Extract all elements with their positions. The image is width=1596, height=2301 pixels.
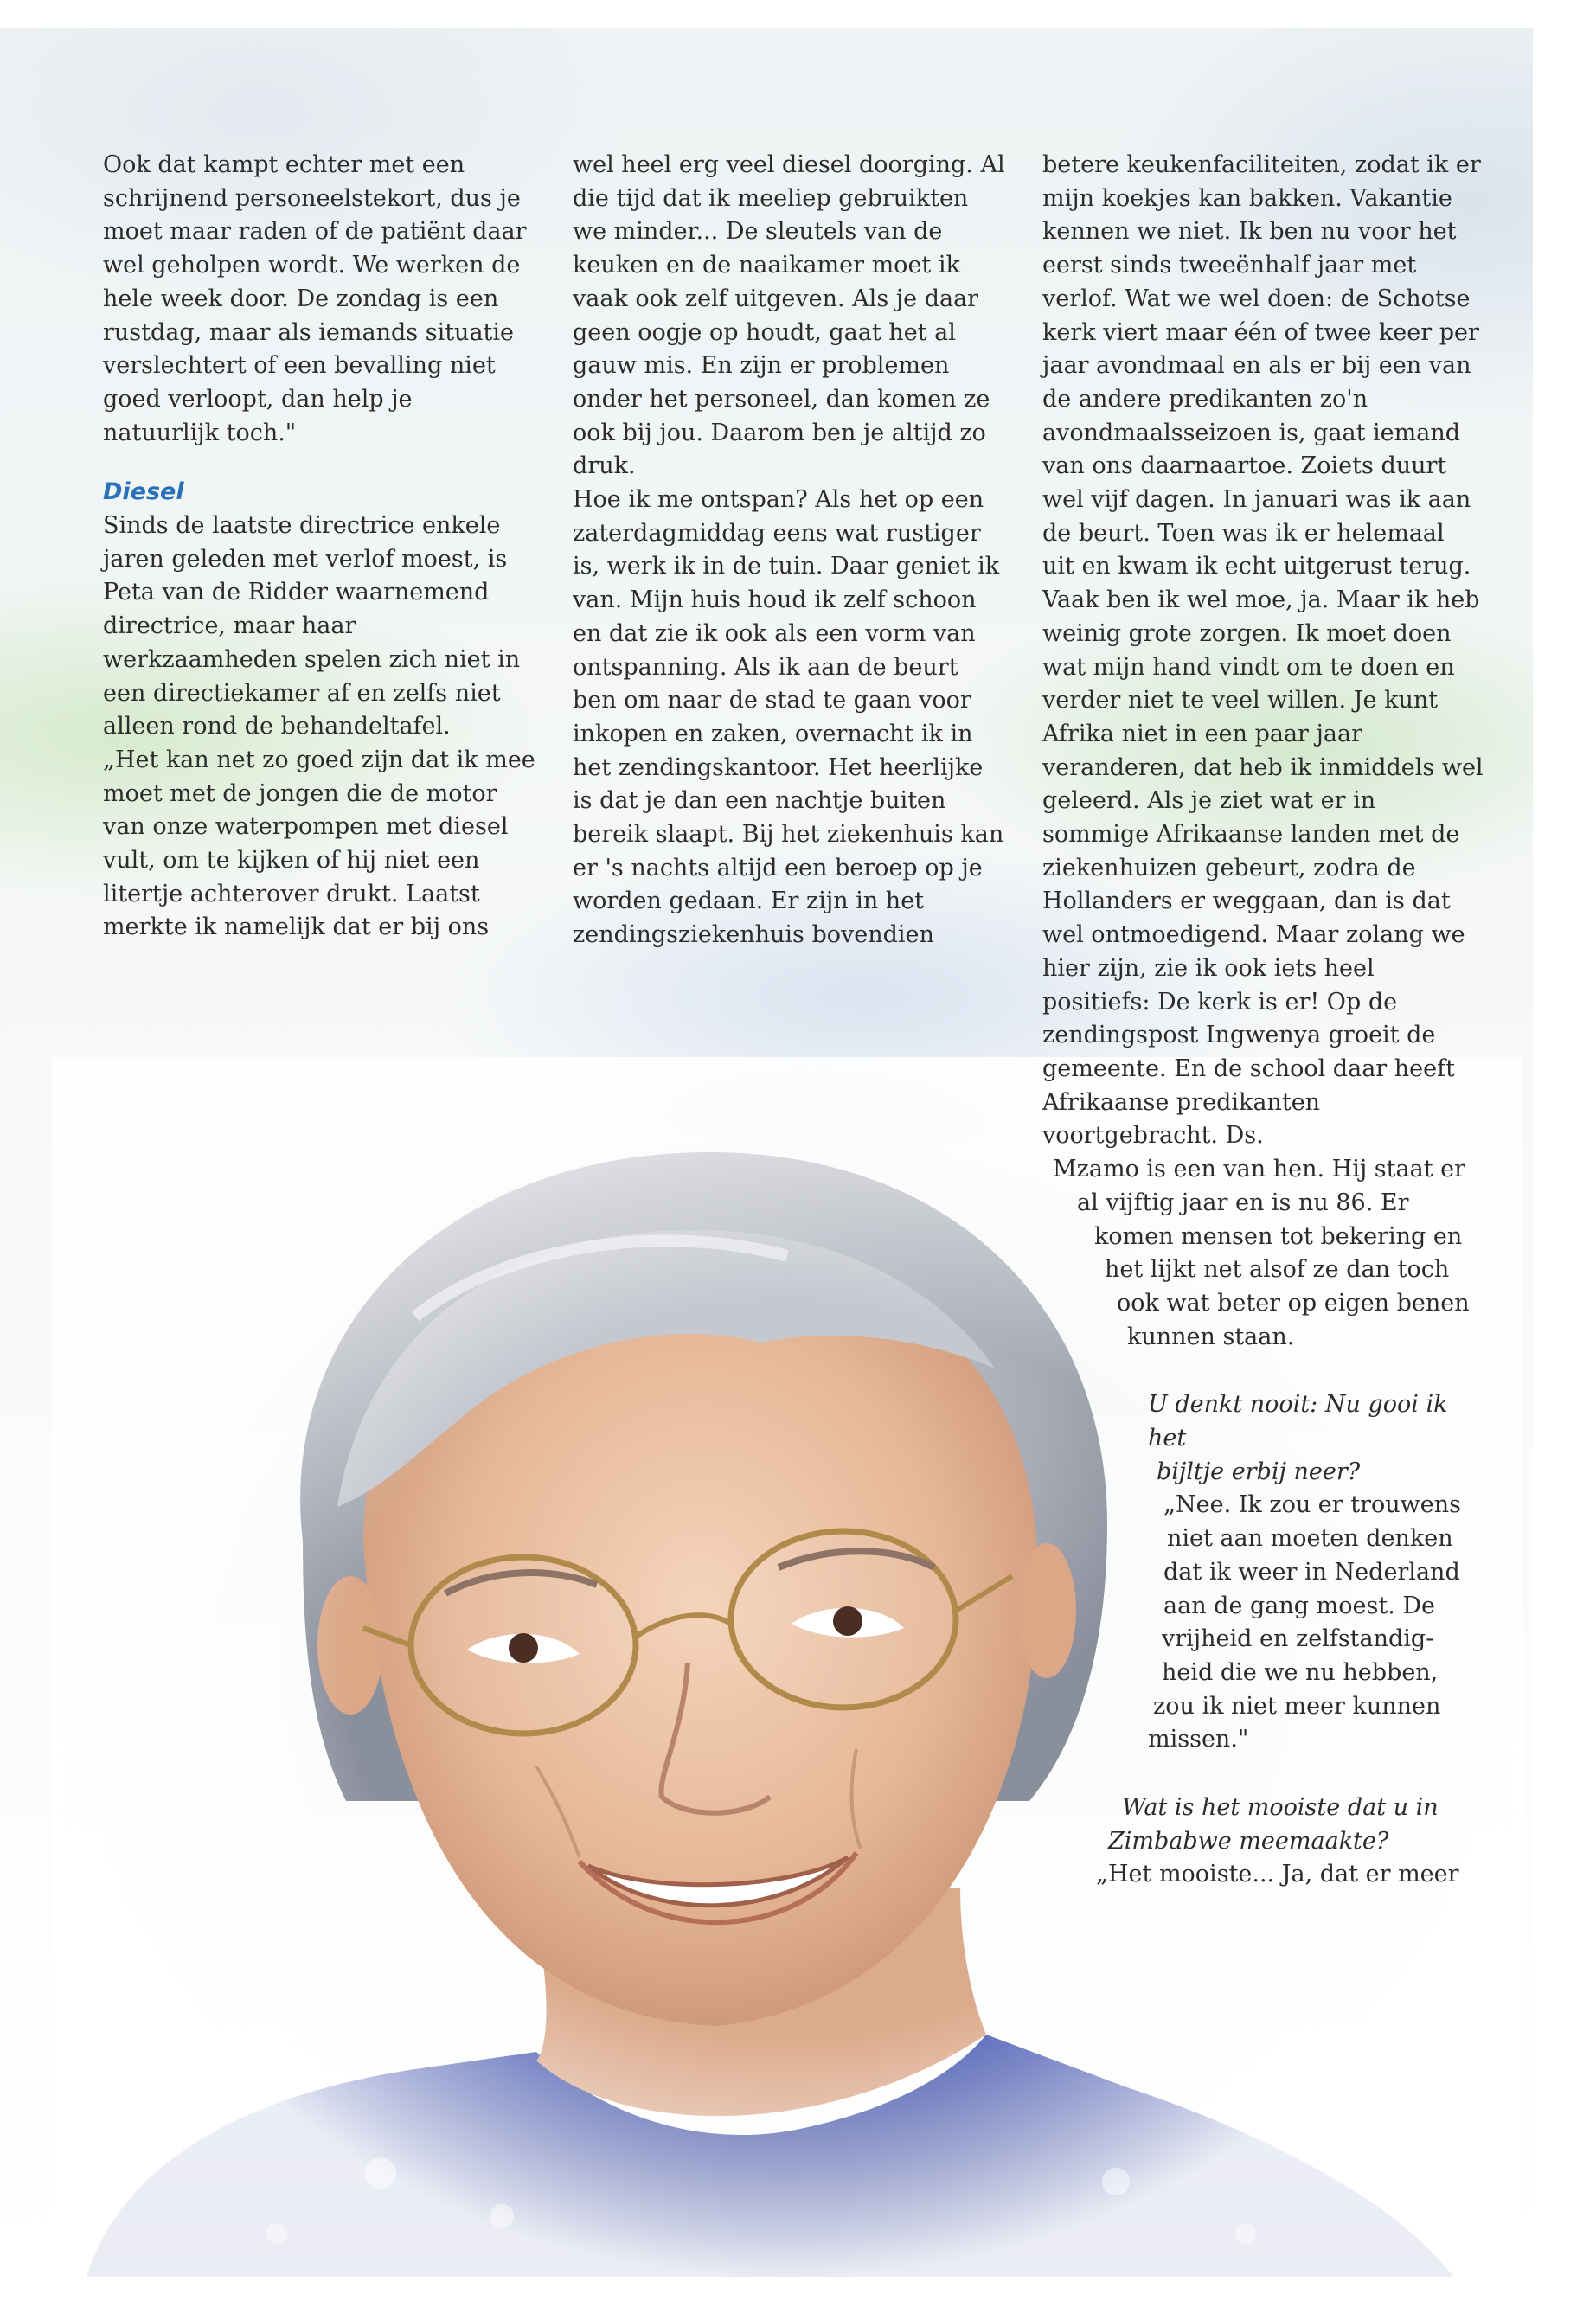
interview-answer — [1042, 1489, 1484, 1757]
question-line: bijltje erbij neer? — [1157, 1458, 1361, 1485]
paragraph: Ook dat kampt echter met een schrijnend personeelstekort, dus je moet maar raden of de patiënt daar wel geholpen wordt. We werken de hele week door. De zondag is een rustdag, maar als iemands situatie verslechtert of een bevalling niet goed verloopt, dan help je natuurlijk toch." — [103, 151, 527, 446]
paragraph: Hoe ik me ontspan? Als het op een zaterdagmiddag eens wat rustiger is, werk ik in de tuin. Daar geniet ik van. Mijn huis houd ik zelf schoon en dat zie ik ook als een vorm van ontspanning. Als ik aan de beurt ben om naar de stad te gaan voor inkopen en zaken, overnacht ik in het zendingskantoor. Het heerlijke is dat je dan een nachtje buiten bereik slaapt. Bij het ziekenhuis kan er 's nachts altijd een beroep op je worden gedaan. Er zijn in het zendingsziekenhuis bovendien — [573, 486, 1004, 949]
question-line: Wat is het mooiste dat u in — [1122, 1794, 1439, 1822]
text-column-2 — [573, 149, 1005, 952]
wrapped-text-block — [1042, 1153, 1484, 1354]
paragraph: „Het kan net zo goed zijn dat ik mee moet met de jongen die de motor van onze waterpompen met diesel vult, om te kijken of hij niet een litertje achterover drukt. Laatst merkte ik namelijk dat er bij ons — [103, 746, 535, 941]
paragraph: Sinds de laatste directrice enkele jaren geleden met verlof moest, is Peta van de Ridder waarnemend directrice, maar haar werkzaamheden spelen zich niet in een directiekamer af en zelfs niet alleen rond de behandeltafel. — [103, 512, 521, 740]
answer-line: niet aan moeten denken — [1167, 1525, 1453, 1553]
answer-line: missen." — [1148, 1726, 1249, 1753]
paragraph: Vaak ben ik wel moe, ja. Maar ik heb weinig grote zorgen. Ik moet doen wat mijn hand vindt om te doen en verder niet te veel willen. Je kunt Afrika niet in een paar jaar veranderen, dat heb ik inmiddels wel geleerd. Als je ziet wat er in sommige Afrikaanse landen met de ziekenhuizen gebeurt, zodra de Hollanders er weggaan, dan is dat wel ontmoedigend. Maar zolang we hier zijn, zie ik ook iets heel positiefs: De kerk is er! Op de zendingspost Ingwenya groeit de gemeente. En de school daar heeft Afrikaanse predikanten voortgebracht. Ds. — [1042, 586, 1484, 1150]
text-column-3 — [1042, 149, 1484, 1892]
text-line: komen mensen tot bekering en — [1094, 1222, 1463, 1250]
text-line: al vijftig jaar en is nu 86. Er — [1077, 1189, 1409, 1216]
answer-line: heid die we nu hebben, — [1162, 1658, 1439, 1686]
answer-line: vrijheid en zelfstandig- — [1162, 1625, 1434, 1653]
answer-line: zou ik niet meer kunnen — [1153, 1692, 1441, 1720]
magazine-page — [0, 28, 1533, 2277]
question-line: U denkt nooit: Nu gooi ik het — [1148, 1391, 1448, 1452]
paragraph: wel heel erg veel diesel doorging. Al die tijd dat ik meeliep gebruikten we minder... De sleutels van de keuken en de naaikamer moet ik vaak ook zelf uitgeven. Als je daar geen oogje op houdt, gaat het al gauw mis. En zijn er problemen onder het personeel, dan komen ze ook bij jou. Daarom ben je altijd zo druk. — [573, 151, 1005, 480]
answer-line: „Het mooiste... Ja, dat er meer — [1096, 1861, 1459, 1888]
interview-question — [1042, 1791, 1484, 1858]
text-line: het lijkt net alsof ze dan toch — [1105, 1256, 1450, 1284]
text-line: Mzamo is een van hen. Hij staat er — [1053, 1156, 1466, 1183]
question-line: Zimbabwe meemaakte? — [1108, 1827, 1389, 1855]
text-column-1 — [103, 149, 535, 945]
text-line: kunnen staan. — [1127, 1323, 1295, 1350]
interview-answer — [1042, 1858, 1484, 1892]
text-line: ook wat beter op eigen benen — [1117, 1289, 1470, 1317]
answer-line: „Nee. Ik zou er trouwens — [1163, 1491, 1461, 1519]
section-heading: Diesel — [103, 478, 184, 506]
answer-line: dat ik weer in Nederland — [1163, 1558, 1460, 1586]
answer-line: aan de gang moest. De — [1163, 1592, 1435, 1619]
paragraph: betere keukenfaciliteiten, zodat ik er mijn koekjes kan bakken. Vakantie kennen we niet. Ik ben nu voor het eerst sinds tweeënhalf jaar met verlof. Wat we wel doen: de Schotse kerk viert maar één of twee keer per jaar avondmaal en als er bij een van de andere predikanten zo'n avondmaalsseizoen is, gaat iemand van ons daarnaartoe. Zoiets duurt wel vijf dagen. In januari was ik aan de beurt. Toen was ik er helemaal uit en kwam ik echt uitgerust terug. — [1042, 151, 1481, 580]
interview-question — [1042, 1388, 1484, 1489]
